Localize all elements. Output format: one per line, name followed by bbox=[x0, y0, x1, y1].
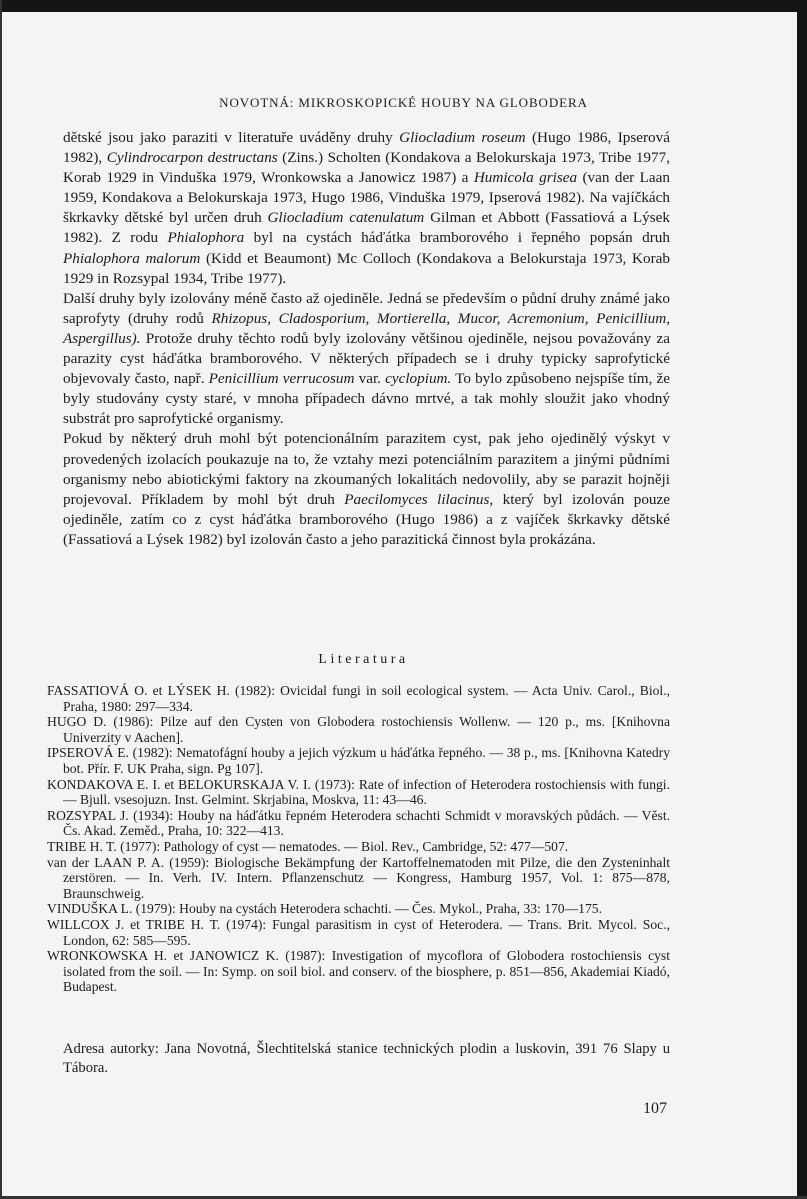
text-run: Další druhy byly izolovány méně často až ojediněle. Jedná se především o půdní druhy známé jako saprofyty (druhy rodů bbox=[63, 289, 670, 327]
scan-border-left bbox=[0, 0, 2, 1199]
text-run: který byl izolován pouze ojediněle, zatím co z cyst háďátka bramborového (Hugo 1986) a z vajíček škrkavky dětské (Fassatiová a Lýsek 1982) byl izolován často a jeho parazitická činnost byla prokázána. bbox=[63, 490, 671, 548]
reference-item: TRIBE H. T. (1977): Pathology of cyst — nematodes. — Biol. Rev., Cambridge, 52: 477—507. bbox=[47, 838, 569, 854]
paragraph bbox=[63, 128, 670, 289]
reference-item: VINDUŠKA L. (1979): Houby na cystách Heterodera schachti. — Čes. Mykol., Praha, 33: 170—175. bbox=[47, 901, 602, 917]
reference-item: van der LAAN P. A. (1959): Biologische Bekämpfung der Kartoffelnematoden mit Pilze, die den Zysteninhalt zerstören. — In. Verh. IV. Intern. Pflanzenschutz — Kongress, Hamburg 1957, Vol. 1: 875—878, Braunschweig. bbox=[47, 854, 670, 901]
literature-heading: Literatura bbox=[318, 652, 409, 667]
paragraph bbox=[63, 429, 670, 550]
italic-taxon: Phialophora malorum bbox=[63, 249, 201, 267]
reference-item: FASSATIOVÁ O. et LÝSEK H. (1982): Ovicidal fungi in soil ecological system. — Acta Univ. Carol., Biol., Praha, 1980: 297—334. bbox=[47, 683, 670, 714]
italic-taxon: cyclopium. bbox=[385, 370, 452, 388]
italic-taxon: Humicola grisea bbox=[473, 169, 578, 187]
scan-border-top bbox=[0, 0, 807, 12]
italic-taxon: Phialophora bbox=[167, 229, 245, 247]
italic-taxon: Rhizopus, Cladosporium, Mortierella, Mucor, Acremonium, Penicillium, Aspergillus). bbox=[63, 309, 670, 347]
reference-item: WILLCOX J. et TRIBE H. T. (1974): Fungal parasitism in cyst of Heterodera. — Trans. Brit. Mycol. Soc., London, 62: 585—595. bbox=[47, 916, 670, 948]
text-run: byl na cystách háďátka bramborového i řepného popsán druh bbox=[244, 229, 670, 247]
scan-border-right bbox=[797, 0, 807, 1199]
reference-item: KONDAKOVA E. I. et BELOKURSKAJA V. I. (1973): Rate of infection of Heterodera rostochiensis with fungi. — Bjull. vsesojuzn. Inst. Gelmint. Skrjabina, Moskva, 11: 43—46. bbox=[47, 776, 670, 808]
italic-taxon: Cylindrocarpon destructans bbox=[106, 149, 278, 167]
italic-taxon: Paecilomyces lilacinus, bbox=[344, 490, 494, 508]
reference-item: WRONKOWSKA H. et JANOWICZ K. (1987): Investigation of mycoflora of Globodera rostochiensis cyst isolated from the soil. — In: Symp. on soil biol. and conserv. of the biosphere, p. 851—856, Akademiai Kiadó, Budapest. bbox=[47, 948, 670, 995]
running-head: NOVOTNÁ: MIKROSKOPICKÉ HOUBY NA GLOBODERA bbox=[219, 95, 588, 110]
text-run: (Hugo 1986, Ipserová 1982), bbox=[63, 129, 670, 167]
text-run: (Kidd et Beaumont) Mc Colloch (Kondakova a Belokurstaja 1973, Korab 1929 in Rozsypal 1934, Tribe 1977). bbox=[63, 249, 670, 287]
paragraph bbox=[63, 289, 670, 430]
text-run: Gilman et Abbott (Fassatiová a Lýsek 1982). Z rodu bbox=[63, 209, 670, 247]
text-run: Protože druhy těchto rodů byly izolovány většinou ojediněle, nejsou považovány za parazity cyst háďátka bramborového. V některých případech se i druhy typicky saprofytické objevovaly často, např. bbox=[63, 329, 670, 388]
italic-taxon: Gliocladium roseum bbox=[399, 129, 526, 146]
text-run: To bylo způsobeno nejspíše tím, že byly studovány cysty staré, v mnoha případech dávno mrtvé, a tak mohly sloužit jako vhodný substrát pro saprofytické organismy. bbox=[63, 370, 670, 428]
text-run: (van der Laan 1959, Kondakova a Belokurskaja 1973, Hugo 1986, Vinduška 1979, Ipserová 1982). Na vajíčkách škrkavky dětské byl určen druh bbox=[63, 169, 670, 227]
main-text bbox=[63, 128, 670, 550]
italic-taxon: Gliocladium catenulatum bbox=[267, 209, 425, 227]
reference-list bbox=[47, 683, 670, 995]
text-run: (Zins.) Scholten (Kondakova a Belokurskaja 1973, Tribe 1977, Korab 1929 in Vinduška 1979, Wronkowska a Janowicz 1987) a bbox=[63, 149, 670, 187]
text-run: Pokud by některý druh mohl být potencionálním parazitem cyst, pak jeho ojedinělý výskyt v provedených izolacích poukazuje na to, že vztahy mezi potenciálním parazitem a jinými půdními organismy nebo abiotickými faktory na zkoumaných lokalitách nedovolily, aby se parazit hojněji projevoval. Příkladem by mohl být druh bbox=[63, 430, 670, 508]
reference-item: ROZSYPAL J. (1934): Houby na háďátku řepném Heterodera schachti Schmidt v moravských půdách. — Věst. Čs. Akad. Zeměd., Praha, 10: 322—413. bbox=[47, 807, 670, 839]
reference-item: HUGO D. (1986): Pilze auf den Cysten von Globodera rostochiensis Wollenw. — 120 p., ms. [Knihovna Univerzity v Aachen]. bbox=[47, 714, 670, 745]
italic-taxon: Penicillium verrucosum bbox=[208, 370, 355, 388]
page-number: 107 bbox=[643, 1100, 667, 1117]
reference-item: IPSEROVÁ E. (1982): Nematofágní houby a jejich výzkum u háďátka řepného. — 38 p., ms. [Knihovna Katedry bot. Přír. F. UK Praha, sign. Pg 107]. bbox=[47, 745, 670, 776]
author-address: Adresa autorky: Jana Novotná, Šlechtitelská stanice technických plodin a luskovin, 391 76 Slapy u Tábora. bbox=[63, 1041, 670, 1076]
text-run: var. bbox=[354, 370, 386, 388]
text-run: dětské jsou jako paraziti v literatuře uváděny druhy bbox=[63, 129, 400, 146]
